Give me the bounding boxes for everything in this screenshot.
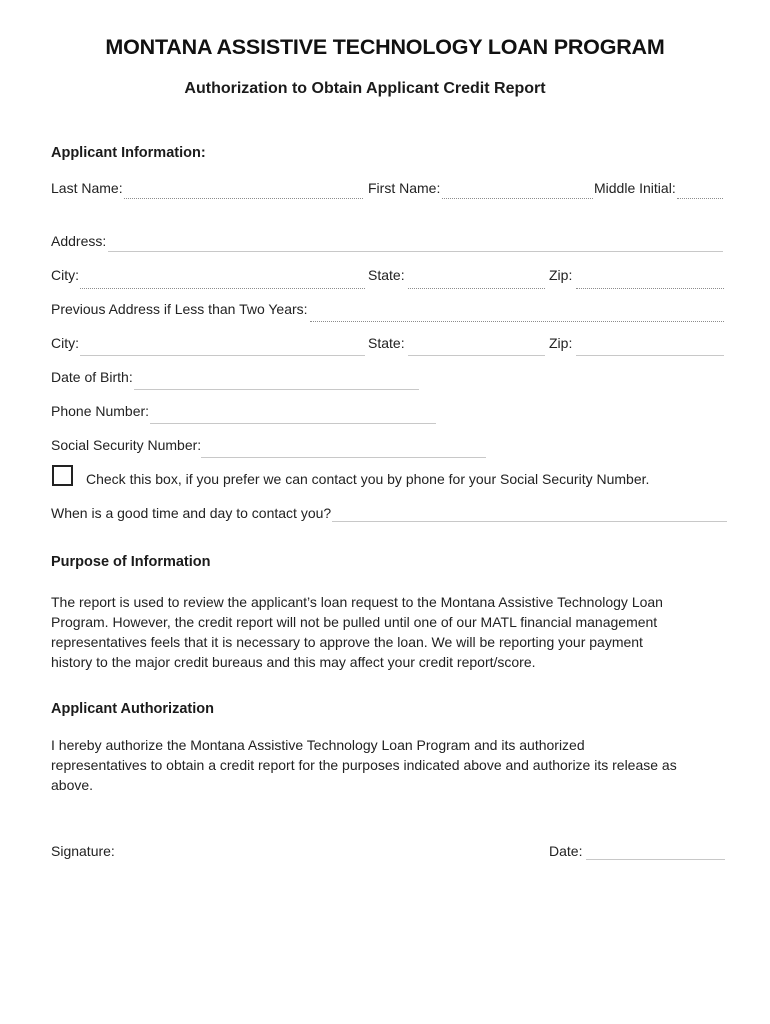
date-field[interactable] bbox=[586, 859, 725, 860]
phone-number-field[interactable] bbox=[150, 423, 436, 424]
state-label: State: bbox=[368, 267, 405, 283]
authorization-line: I hereby authorize the Montana Assistive Technology Loan Program and its authorized bbox=[51, 737, 585, 753]
phone-contact-checkbox-label: Check this box, if you prefer we can contact you by phone for your Social Security Number. bbox=[86, 471, 650, 487]
purpose-paragraph bbox=[51, 592, 691, 672]
purpose-line: representatives feels that it is necessary to approve the loan. We will be reporting your payment bbox=[51, 634, 643, 650]
middle-initial-field[interactable] bbox=[677, 198, 723, 199]
last-name-field[interactable] bbox=[124, 198, 363, 199]
date-of-birth-field[interactable] bbox=[134, 389, 419, 390]
city-label: City: bbox=[51, 267, 79, 283]
city-field[interactable] bbox=[80, 288, 365, 289]
form-subtitle: Authorization to Obtain Applicant Credit Report bbox=[184, 80, 546, 97]
date-label: Date: bbox=[549, 843, 583, 859]
address-field[interactable] bbox=[108, 251, 723, 252]
previous-state-label: State: bbox=[368, 335, 405, 351]
purpose-line: history to the major credit bureaus and this may affect your credit report/score. bbox=[51, 654, 536, 670]
contact-time-label: When is a good time and day to contact you? bbox=[51, 505, 332, 521]
last-name-label: Last Name: bbox=[51, 180, 123, 196]
previous-city-field[interactable] bbox=[80, 355, 365, 356]
signature-label: Signature: bbox=[51, 843, 115, 859]
previous-zip-label: Zip: bbox=[549, 335, 573, 351]
previous-address-field[interactable] bbox=[310, 321, 724, 322]
purpose-heading: Purpose of Information bbox=[51, 554, 211, 570]
applicant-information-heading: Applicant Information: bbox=[51, 145, 206, 161]
phone-contact-checkbox[interactable] bbox=[52, 465, 73, 486]
ssn-label: Social Security Number: bbox=[51, 437, 202, 453]
contact-time-field[interactable] bbox=[332, 521, 727, 522]
first-name-field[interactable] bbox=[442, 198, 593, 199]
previous-city-label: City: bbox=[51, 335, 79, 351]
address-label: Address: bbox=[51, 233, 107, 249]
zip-label: Zip: bbox=[549, 267, 573, 283]
first-name-label: First Name: bbox=[368, 180, 441, 196]
purpose-line: Program. However, the credit report will not be pulled until one of our MATL financial management bbox=[51, 614, 658, 630]
phone-number-label: Phone Number: bbox=[51, 403, 150, 419]
ssn-field[interactable] bbox=[201, 457, 486, 458]
state-field[interactable] bbox=[408, 288, 545, 289]
authorization-heading: Applicant Authorization bbox=[51, 701, 214, 717]
authorization-line: above. bbox=[51, 777, 94, 793]
previous-address-label: Previous Address if Less than Two Years: bbox=[51, 301, 308, 317]
middle-initial-label: Middle Initial: bbox=[594, 180, 676, 196]
authorization-line: representatives to obtain a credit report for the purposes indicated above and authorize its release as bbox=[51, 757, 677, 773]
previous-zip-field[interactable] bbox=[576, 355, 724, 356]
zip-field[interactable] bbox=[576, 288, 724, 289]
date-of-birth-label: Date of Birth: bbox=[51, 369, 133, 385]
authorization-paragraph bbox=[51, 735, 691, 795]
previous-state-field[interactable] bbox=[408, 355, 545, 356]
purpose-line: The report is used to review the applicant’s loan request to the Montana Assistive Technology Loan bbox=[51, 594, 663, 610]
form-title: MONTANA ASSISTIVE TECHNOLOGY LOAN PROGRAM bbox=[105, 35, 665, 59]
